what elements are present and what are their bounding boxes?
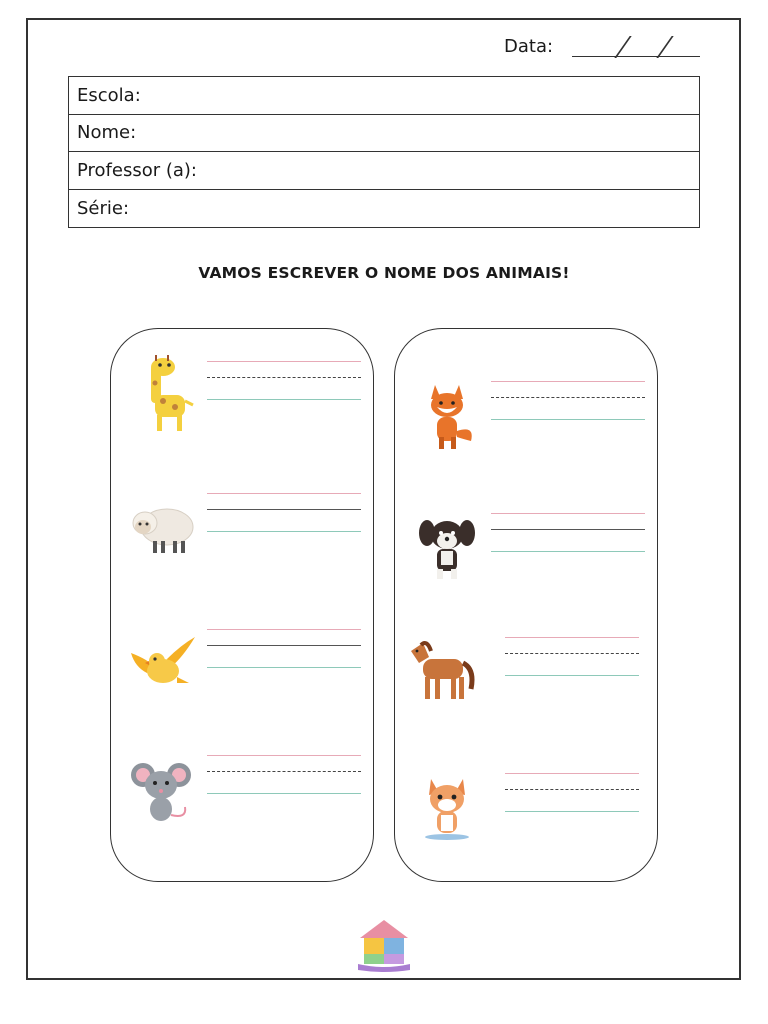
- sheep-icon: [127, 487, 199, 567]
- field-nome[interactable]: [69, 115, 699, 153]
- page-title: VAMOS ESCREVER O NOME DOS ANIMAIS!: [198, 264, 570, 282]
- writing-lines[interactable]: [491, 509, 645, 569]
- writing-lines[interactable]: [207, 489, 361, 549]
- writing-lines[interactable]: [207, 751, 361, 811]
- animal-item: [395, 365, 659, 465]
- field-label: Escola:: [77, 84, 141, 106]
- writing-lines[interactable]: [505, 633, 639, 693]
- mouse-icon: [127, 749, 199, 829]
- field-professor[interactable]: [69, 152, 699, 190]
- writing-lines[interactable]: [505, 769, 639, 829]
- animal-item: [111, 613, 375, 713]
- field-escola[interactable]: [69, 77, 699, 115]
- field-label: Professor (a):: [77, 159, 197, 181]
- cat-icon: [411, 767, 483, 847]
- fox-icon: [411, 375, 483, 455]
- animal-panel-left: [110, 328, 374, 882]
- date-label: Data:: [504, 36, 554, 57]
- info-table: [68, 76, 700, 228]
- field-serie[interactable]: [69, 190, 699, 228]
- animal-item: [111, 345, 375, 445]
- animal-item: [111, 477, 375, 577]
- animal-item: [395, 757, 659, 857]
- bird-icon: [127, 623, 199, 703]
- animal-panel-right: [394, 328, 658, 882]
- writing-lines[interactable]: [207, 357, 361, 417]
- writing-lines[interactable]: [491, 377, 645, 437]
- field-label: Nome:: [77, 122, 137, 144]
- dog-icon: [411, 507, 483, 587]
- date-field[interactable]: [572, 56, 700, 57]
- horse-icon: [405, 631, 477, 711]
- animal-item: [395, 621, 659, 721]
- animal-item: [395, 497, 659, 597]
- writing-lines[interactable]: [207, 625, 361, 685]
- giraffe-icon: [127, 355, 199, 435]
- field-label: Série:: [77, 197, 130, 219]
- animal-item: [111, 739, 375, 839]
- puzzle-house-logo: [354, 916, 414, 974]
